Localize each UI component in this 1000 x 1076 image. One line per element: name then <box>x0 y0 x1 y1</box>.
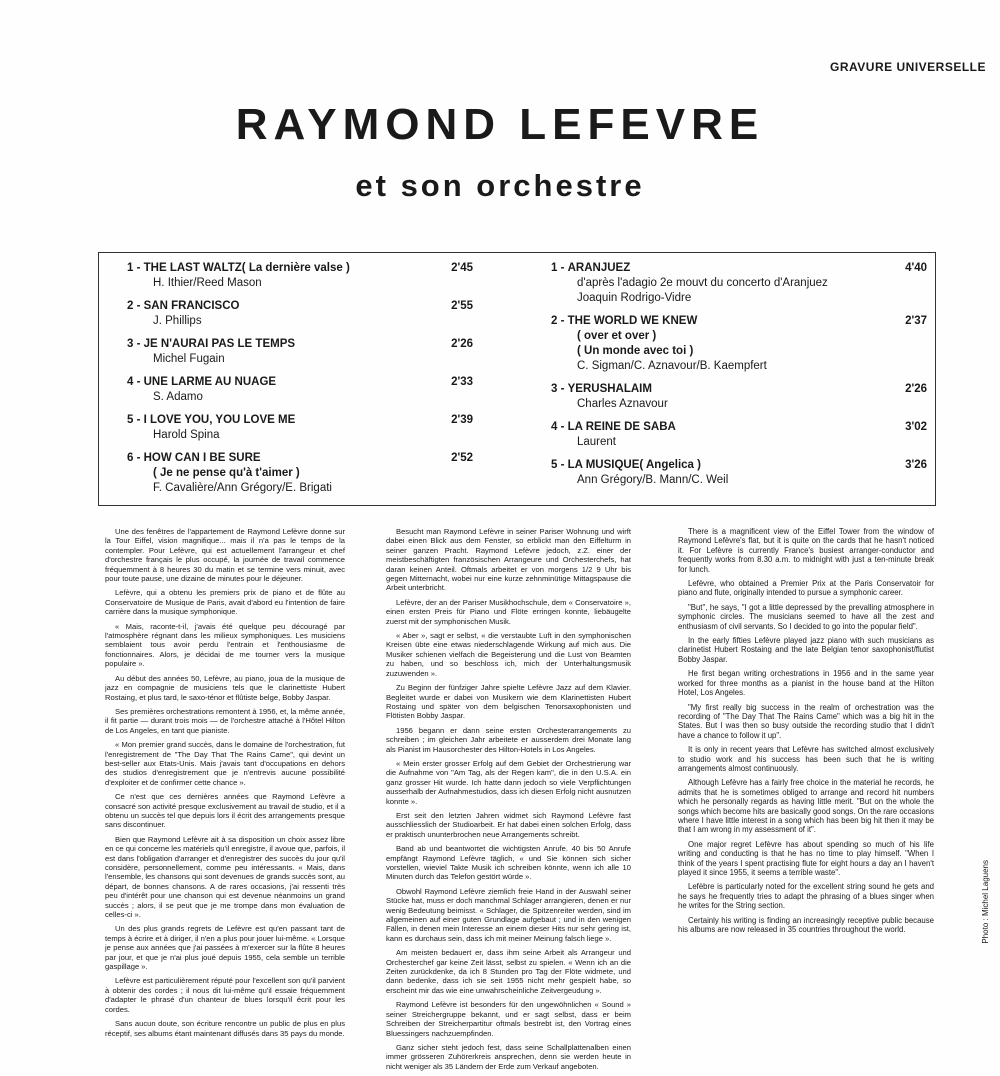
track-title: LA MUSIQUE <box>567 459 640 471</box>
track-duration: 4'40 <box>905 262 927 274</box>
paragraph: Ce n'est que ces dernières années que Raymond Lefèvre a consacré son activité presque exclusivement au travail de studio, et il a obtenu un succès tel que depuis lors il écrit des arrangements presque sans discontinuer. <box>105 792 345 830</box>
track-item <box>551 382 927 412</box>
artist-subtitle: et son orchestre <box>355 168 645 203</box>
record-label: GRAVURE UNIVERSELLE <box>830 60 986 74</box>
track-alt-title: ( Un monde avec toi ) <box>577 345 694 357</box>
track-duration: 3'02 <box>905 421 927 433</box>
track-title-line <box>127 451 473 466</box>
track-title-group <box>551 314 697 329</box>
track-title-line <box>127 261 473 276</box>
track-credit: F. Cavalière/Ann Grégory/E. Brigati <box>153 482 332 494</box>
track-duration: 2'45 <box>451 262 473 274</box>
paragraph: "But", he says, "I got a little depressed by the prevalling atmosphere in symphonic circles. The musicians seemed to have all the zest and enthusiasm of civil servants. So I decided to go into the popular field". <box>678 602 934 631</box>
paragraph: Lefèvre, who obtained a Premier Prix at the Paris Conservatoir for piano and flute, originally intended to pursue a symphonic career. <box>678 579 934 598</box>
paragraph: Band ab und beantwortet die wichtigsten Anrufe. 40 bis 50 Anrufe empfängt Raymond Lefèvre täglich, « und Sie können sich sicher vorstellen, wieviel Takte Musik ich schreiben könnte, wenn ich alle 10 Minuten durch das Telefon gestört würde ». <box>386 844 631 882</box>
paragraph: Certainly his writing is finding an increasingly receptive public because his albums are now released in 35 countries throughout the world. <box>678 915 934 935</box>
track-title-line <box>127 337 473 352</box>
paragraph: « Aber », sagt er selbst, « die verstaubte Luft in den symphonischen Kreisen übte eine etwas niederschlagende Wirkung auf mich aus. Die Musiker schienen vielfach die Begeisterung und die Lust von Beamten zu haben, und so beschloss ich, mich der Unterhaltungsmusik zuzuwenden ». <box>386 631 631 678</box>
track-duration: 2'26 <box>451 338 473 350</box>
paragraph: « Mais, raconte-t-il, j'avais été quelque peu découragé par l'atmosphère régnant dans les milieux symphoniques. Les musiciens semblaient tous avoir perdu l'entrain et l'enthousiasme de fonctionnaires. Alors, je décidai de me tourner vers la musique populaire ». <box>105 621 345 669</box>
paragraph: Although Lefèvre has a fairly free choice in the material he records, he admits that he is sometimes obliged to arrange and record hit numbers which he personally regards as having little merit. "But on the whole the songs which become hits are basically good songs. On the rare occasions where I have little interest in a song which has been big hit then it may be that I am wrong in my assessment of it". <box>678 778 934 835</box>
track-title-group <box>127 375 276 390</box>
track-item <box>127 451 473 496</box>
track-duration: 2'33 <box>451 376 473 388</box>
track-number: 1 - <box>127 262 144 274</box>
paragraph: Erst seit den letzten Jahren widmet sich Raymond Lefèvre fast ausschliesslich der Studioarbeit. Er hat dabei einen solchen Erfolg, dass er praktisch ununterbrochen neue Arrangements schreibt. <box>386 810 631 839</box>
paragraph: Un des plus grands regrets de Lefèvre est qu'en passant tant de temps à écrire et à diriger, il n'en a plus pour jouer lui-même. « Lorsque je pense aux années que j'ai passées à m'exercer sur la flûte 8 heures par jour, et que je n'ai plus joué depuis 1955, cela semble un terrible gaspillage ». <box>105 924 345 972</box>
track-item <box>127 413 473 443</box>
track-number: 1 - <box>551 262 568 274</box>
paragraph: Sans aucun doute, son écriture rencontre un public de plus en plus réceptif, ses albums étant maintenant diffusés dans 35 pays du monde. <box>105 1019 345 1038</box>
paragraph: Raymond Lefèvre ist besonders für den ungewöhnlichen « Sound » seiner Streichergruppe bekannt, und er sagt selbst, dass er beim Schreiben der Streicherpartitur oftmals bestrebt ist, den Vortrag eines Bluessingers nachzuempfinden. <box>386 1000 631 1038</box>
paragraph: He first began writing orchestrations in 1956 and in the same year worked for three months as a pianist in the house band at the Hilton Hotel, Los Angeles. <box>678 669 934 698</box>
track-title: ARANJUEZ <box>567 262 631 274</box>
paragraph: Ganz sicher steht jedoch fest, dass seine Schallplattenalben einen immer grösseren Zuhörerkreis ansprechen, denn sie werden heute in nicht weniger als 35 Ländern der Erde zum Verkauf angeboten. <box>386 1042 631 1071</box>
track-credit: J. Phillips <box>153 315 202 327</box>
track-number: 2 - <box>127 300 144 312</box>
track-title: THE LAST WALTZ <box>143 262 242 274</box>
track-item <box>127 261 473 291</box>
side-b <box>551 261 927 496</box>
paragraph: Obwohl Raymond Lefèvre ziemlich freie Hand in der Auswahl seiner Stücke hat, muss er doch manchmal Schlager arrangieren, denen er nur wenig Bedeutung beimisst. « Schlager, die Spitzenreiter werden, sind im allgemeinen auf einer guten Grundlage aufgebaut ; und in den wenigen Fällen, in denen mein Interesse an einem dieser Hits nur sehr gering ist, kann es durchaus sein, dass ich mit meiner Meinung falsch liege ». <box>386 886 631 943</box>
paragraph: 1956 begann er dann seine ersten Orchesterarrangements zu schreiben ; im gleichen Jahr arbeitete er ausserdem drei Monate lang als Pianist im Hausorchester des Hilton-Hotels in Los Angeles. <box>386 725 631 754</box>
track-title: I LOVE YOU, YOU LOVE ME <box>143 414 296 426</box>
track-credit: S. Adamo <box>153 391 203 403</box>
paragraph: "My first really big success in the realm of orchestration was the recording of "The Day That The Rains Came" which was a big hit in the States. But I was then so busy outside the recording studio that I didn't have a chance to follow it up". <box>678 702 934 740</box>
track-item <box>127 375 473 405</box>
track-credit: Ann Grégory/B. Mann/C. Weil <box>577 474 729 486</box>
track-duration: 2'37 <box>905 315 927 327</box>
liner-notes-english <box>678 527 934 939</box>
track-title: THE WORLD WE KNEW <box>567 315 698 327</box>
track-credit: Michel Fugain <box>153 353 225 365</box>
track-credit: Charles Aznavour <box>577 398 668 410</box>
track-title-line <box>127 413 473 428</box>
track-title-group <box>127 451 261 466</box>
paragraph: Lefèvre, qui a obtenu les premiers prix de piano et de flûte au Conservatoire de Musique de Paris, avait d'abord eu l'intention de faire carrière dans la musique symphonique. <box>105 588 345 617</box>
track-title-line <box>551 382 927 397</box>
track-number: 5 - <box>127 414 144 426</box>
track-number: 6 - <box>127 452 144 464</box>
track-title: SAN FRANCISCO <box>143 300 240 312</box>
track-title-group <box>127 337 295 352</box>
photo-credit: Photo : Michel Laguens <box>981 860 990 944</box>
paragraph: Lefèvre est particulièrement réputé pour l'excellent son qu'il parvient à obtenir des cordes ; il nous dit lui-même qu'il essaie fréquemment d'adapter le phrasé d'un chanteur de blues lorsqu'il écrit pour les cordes. <box>105 976 345 1014</box>
track-credit: Harold Spina <box>153 429 220 441</box>
paragraph: Lefèvre, der an der Pariser Musikhochschule, dem « Conservatoire », einen ersten Preis für Piano und Flöte erringen konnte, liebäugelte zuerst mit der symphonischen Musik. <box>386 597 631 626</box>
track-number: 5 - <box>551 459 568 471</box>
liner-notes-french <box>105 527 345 1043</box>
paragraph: Au début des années 50, Lefèvre, au piano, joua de la musique de jazz en compagnie de musiciens tels que le clarinettiste Hubert Rostaing, et plus tard, le saxo-ténor et flûtiste belge, Bobby Jaspar. <box>105 673 345 702</box>
track-number: 3 - <box>127 338 144 350</box>
track-title: YERUSHALAIM <box>567 383 652 395</box>
track-title-group <box>551 420 676 435</box>
track-duration: 2'55 <box>451 300 473 312</box>
track-duration: 2'26 <box>905 383 927 395</box>
track-alt-title: ( Angelica ) <box>639 459 701 471</box>
track-title: JE N'AURAI PAS LE TEMPS <box>143 338 296 350</box>
tracklist-box <box>98 252 936 506</box>
track-credit: d'après l'adagio 2e mouvt du concerto d'Aranjuez <box>577 277 828 289</box>
track-item <box>551 420 927 450</box>
track-alt-title: ( over et over ) <box>577 330 657 342</box>
track-item <box>551 458 927 488</box>
track-number: 3 - <box>551 383 568 395</box>
liner-notes-german <box>386 527 631 1076</box>
track-credit: Joaquin Rodrigo-Vidre <box>577 292 692 304</box>
track-duration: 2'52 <box>451 452 473 464</box>
track-title-line <box>127 299 473 314</box>
track-number: 2 - <box>551 315 568 327</box>
paragraph: « Mon premier grand succès, dans le domaine de l'orchestration, fut l'enregistrement de "The Day That The Rains Came", qui devint un best-seller aux Etats-Unis. Mais j'avais tant d'occupations en dehors des studios d'enregistrement que je n'entrevis aucune possibilité d'exploiter et de confirmer cette chance ». <box>105 740 345 787</box>
track-title-line <box>551 314 927 329</box>
track-title-line <box>551 458 927 473</box>
artist-name: RAYMOND LEFEVRE <box>235 100 765 149</box>
paragraph: In the early fifties Lefèvre played jazz piano with such musicians as clarinetist Hubert Rostaing and the late Belgian tenor saxophonist/flutist Bobby Jaspar. <box>678 636 934 664</box>
track-title-group <box>127 299 239 314</box>
paragraph: One major regret Lefèvre has about spending so much of his life writing and conducting is that he has no time to play himself. "When I think of the years I spent practising flute for eight hours a day an I haven't played it since 1955, it seems a terrible waste". <box>678 839 934 877</box>
track-title-line <box>551 261 927 276</box>
side-a <box>127 261 473 504</box>
track-title-line <box>127 375 473 390</box>
paragraph: Bien que Raymond Lefèvre ait à sa disposition un choix assez libre en ce qui concerne les matériels qu'il enregistre, il avoue que, parfois, il est dans l'obligation d'arranger et d'enregistrer des succès du jour qu'il considère, personnellement, comme peu intéressants. « Mais, dans l'ensemble, les chansons qui sont devenues de grands succès sont, au départ, de bonnes chansons. A de rares occasions, j'ai ressenti très peu d'intérêt pour une chanson qui est devenue néanmoins un grand succès ; alors, il se peut que je me trompe dans mon évaluation de celles-ci ». <box>105 834 345 920</box>
paragraph: It is only in recent years that Lefèvre has switched almost exclusively to studio work and his success has been such that he is writing arrangements almost continuously. <box>678 745 934 773</box>
track-title-group <box>551 261 630 276</box>
track-duration: 2'39 <box>451 414 473 426</box>
track-title-group <box>551 382 652 397</box>
track-item <box>127 337 473 367</box>
paragraph: « Mein erster grosser Erfolg auf dem Gebiet der Orchestrierung war die Aufnahme von "Am Tag, als der Regen kam", die in den U.S.A. ein ganz grosser Hit wurde. Ich hatte dann jedoch so viele Verpflichtungen ausserhalb der Aufnahmestudios, dass ich diesen Erfolg nicht ausnutzen konnte ». <box>386 758 631 806</box>
track-number: 4 - <box>551 421 568 433</box>
track-item <box>551 261 927 306</box>
paragraph: Lefèbre is particularly noted for the excellent string sound he gets and he says he frequently tries to adapt the phrasing of a blues singer when he writes for the String section. <box>678 882 934 911</box>
track-alt-title: ( Je ne pense qu'à t'aimer ) <box>153 467 300 479</box>
track-duration: 3'26 <box>905 459 927 471</box>
track-title: HOW CAN I BE SURE <box>143 452 261 464</box>
track-title: UNE LARME AU NUAGE <box>143 376 277 388</box>
track-title-group <box>127 261 350 276</box>
paragraph: Am meisten bedauert er, dass ihm seine Arbeit als Arrangeur und Orchesterchef gar keine Zeit lässt, selbst zu spielen. « Wenn ich an die Zeiten zurückdenke, da ich 8 Stunden pro Tag der Flöte widmete, und dann bedenke, dass ich sie seit 1955 nicht mehr gespielt habe, so erscheint mir das wie eine unwahrscheinliche Zeitvergeudung ». <box>386 948 631 995</box>
track-title-line <box>551 420 927 435</box>
track-title: LA REINE DE SABA <box>567 421 676 433</box>
track-item <box>127 299 473 329</box>
track-item <box>551 314 927 374</box>
track-title-group <box>127 413 295 428</box>
track-credit: H. Ithier/Reed Mason <box>153 277 262 289</box>
track-number: 4 - <box>127 376 144 388</box>
track-credit: Laurent <box>577 436 617 448</box>
track-title-group <box>551 458 701 473</box>
paragraph: There is a magnificent view of the Eiffel Tower from the window of Raymond Lefèvre's flat, but it is quite on the cards that he hasn't noticed it. For Lefèvre is currently France's busiest arranger-conductor and frequently works from 8.30 a.m. to midnight with just a ten-minute break for lunch. <box>678 527 934 574</box>
paragraph: Une des fenêtres de l'appartement de Raymond Lefèvre donne sur la Tour Eiffel, vision magnifique... mais il n'a pas le temps de la contempler. Pour Lefèvre, qui est actuellement l'arrangeur et chef d'orchestre français le plus occupé, la journée de travail commence fréquemment à 8 heures 30 du matin et se termine vers minuit, avec pour toute pause, une dizaine de minutes pour le déjeuner. <box>105 527 345 584</box>
paragraph: Ses premières orchestrations remontent à 1956, et, la même année, il fit partie — durant trois mois — de l'orchestre attaché à l'Hôtel Hilton de Los Angeles, en tant que pianiste. <box>105 706 345 735</box>
paragraph: Besucht man Raymond Lefèvre in seiner Pariser Wohnung und wirft dabei einen Blick aus dem Fenster, so erblickt man den Eiffelturm in seiner ganzen Pracht. Raymond Lefèvre jedoch, z.Z. einer der meistbeschäftigten französischen Arrangeure und Orchesterchefs, hat daran keinen Anteil. Oftmals arbeitet er von morgens 1/2 9 Uhr bis gegen Mitternacht, wobei nur eine kurze zehnminütige Mittagspause die Arbeit unterbricht. <box>386 527 631 593</box>
paragraph: Zu Beginn der fünfziger Jahre spielte Lefèvre Jazz auf dem Klavier. Begleitet wurde er dabei von Musikern wie dem Klarinettisten Hubert Rostaing und später von dem belgischen Tenorsaxophonisten und Flötisten Bobby Jaspar. <box>386 683 631 721</box>
track-alt-title: ( La dernière valse ) <box>241 262 350 274</box>
track-credit: C. Sigman/C. Aznavour/B. Kaempfert <box>577 360 767 372</box>
